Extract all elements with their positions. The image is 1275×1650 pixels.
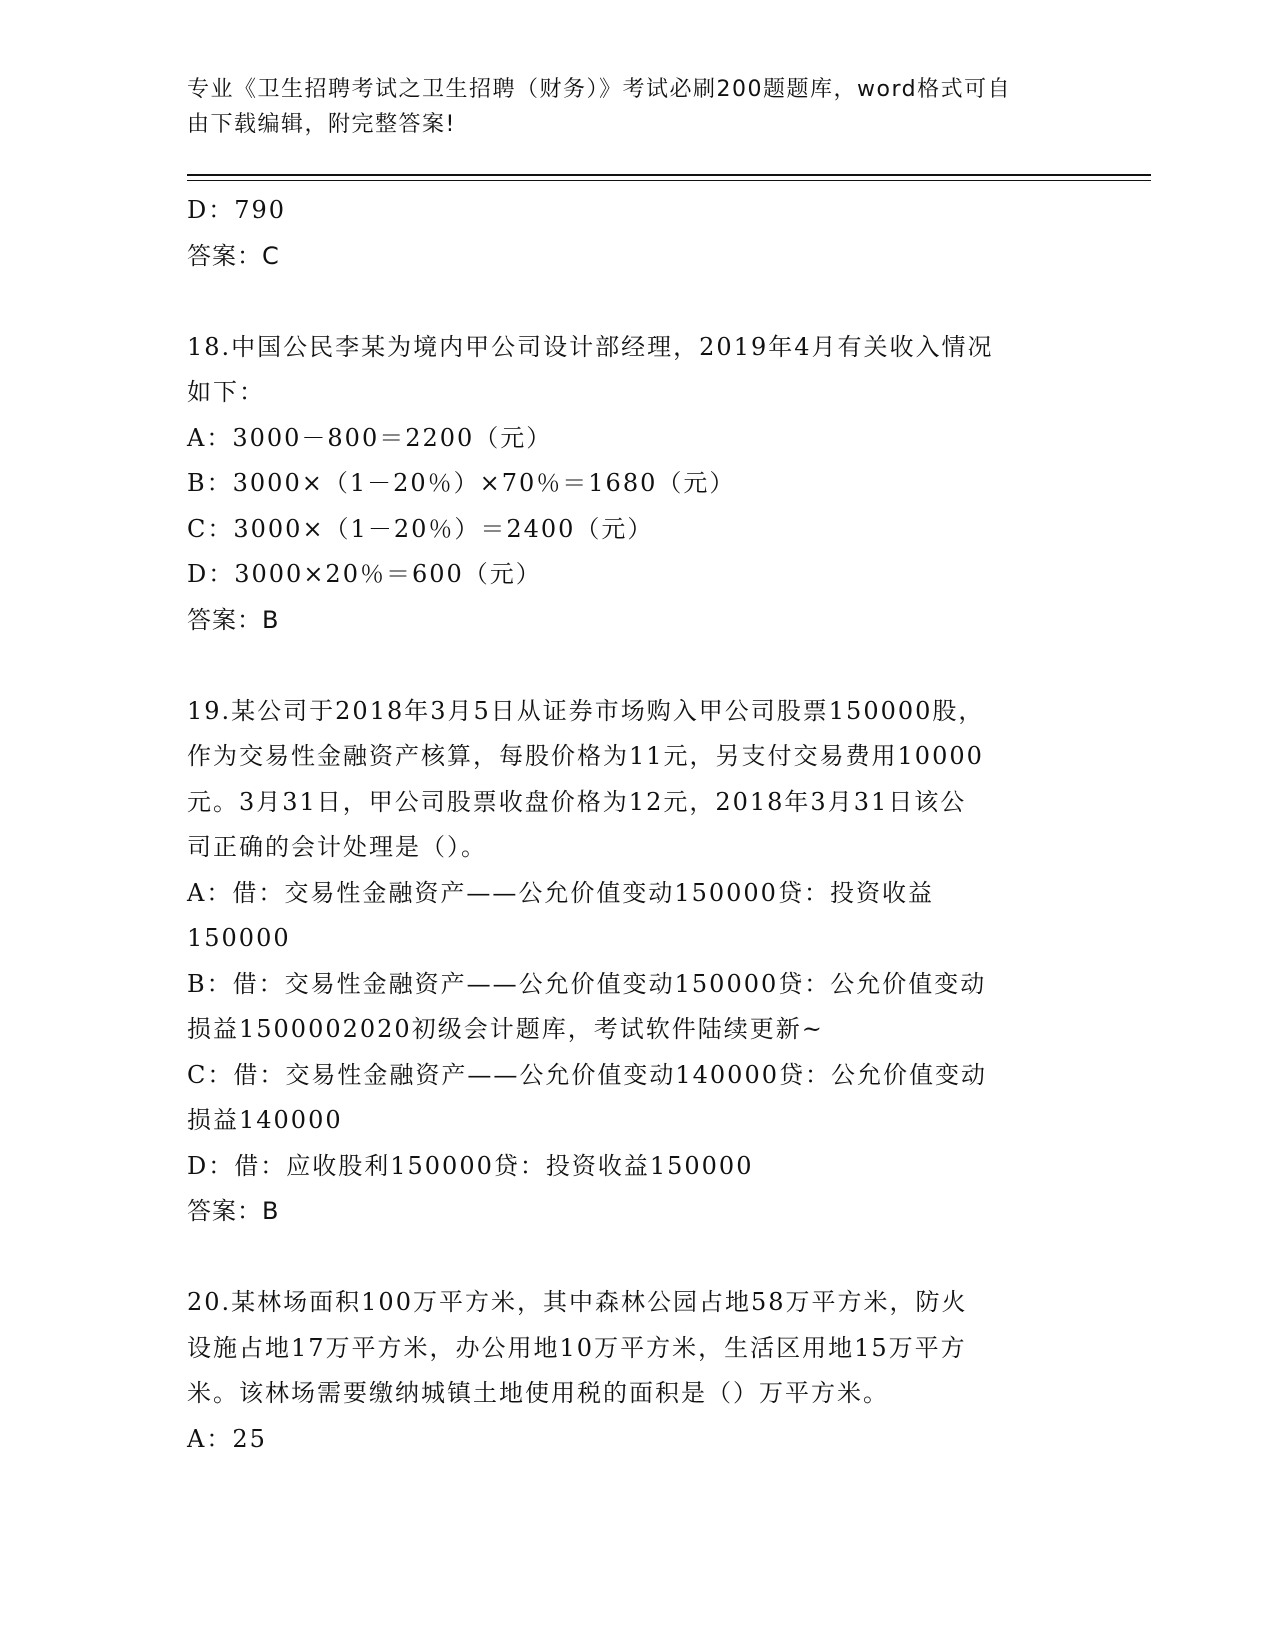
question-19 xyxy=(187,689,1087,1235)
option-a-continued: 150000 xyxy=(187,924,291,952)
question-text: 如下： xyxy=(187,378,265,406)
option-a: A：25 xyxy=(187,1424,267,1453)
header-divider-thin xyxy=(187,180,1151,181)
option-b: B：3000×（1－20％）×70％＝1680（元） xyxy=(187,469,736,497)
question-text: 司正确的会计处理是（）。 xyxy=(187,833,487,861)
question-text: 18.中国公民李某为境内甲公司设计部经理，2019年4月有关收入情况 xyxy=(187,332,994,361)
question-text: 元。3月31日，甲公司股票收盘价格为12元，2018年3月31日该公 xyxy=(187,787,967,816)
option-d: D：790 xyxy=(187,196,287,224)
question-20 xyxy=(187,1280,1087,1462)
option-c: C：借：交易性金融资产——公允价值变动140000贷：公允价值变动 xyxy=(187,1060,987,1089)
option-d: D：3000×20％＝600（元） xyxy=(187,560,542,588)
spacer xyxy=(187,643,1087,689)
option-d: D：借：应收股利150000贷：投资收益150000 xyxy=(187,1151,754,1180)
spacer xyxy=(187,279,1087,325)
option-a: A：借：交易性金融资产——公允价值变动150000贷：投资收益 xyxy=(187,878,934,907)
option-b: B：借：交易性金融资产——公允价值变动150000贷：公允价值变动 xyxy=(187,969,987,998)
question-text: 19.某公司于2018年3月5日从证券市场购入甲公司股票150000股， xyxy=(187,696,985,725)
option-a: A：3000－800＝2200（元） xyxy=(187,423,553,452)
question-18 xyxy=(187,325,1087,644)
option-c-continued: 损益140000 xyxy=(187,1106,343,1134)
option-c: C：3000×（1－20％）＝2400（元） xyxy=(187,514,654,543)
question-text: 米。该林场需要缴纳城镇土地使用税的面积是（）万平方米。 xyxy=(187,1379,889,1407)
document-body xyxy=(187,188,1087,1462)
answer-line: 答案：C xyxy=(187,241,280,270)
header-line: 由下载编辑，附完整答案! xyxy=(187,112,456,137)
header-divider-thick xyxy=(187,174,1151,176)
header-line: 专业《卫生招聘考试之卫生招聘（财务）》考试必刷200题题库，word格式可自 xyxy=(187,77,1012,102)
page-header xyxy=(187,72,1067,142)
question-text: 20.某林场面积100万平方米，其中森林公园占地58万平方米，防火 xyxy=(187,1288,968,1316)
question-text: 设施占地17万平方米，办公用地10万平方米，生活区用地15万平方 xyxy=(187,1333,967,1362)
previous-question-tail xyxy=(187,188,1087,279)
answer-line: 答案：B xyxy=(187,605,280,634)
option-b-continued: 损益1500002020初级会计题库，考试软件陆续更新~ xyxy=(187,1015,824,1043)
spacer xyxy=(187,1235,1087,1281)
question-text: 作为交易性金融资产核算，每股价格为11元，另支付交易费用10000 xyxy=(187,742,984,770)
answer-line: 答案：B xyxy=(187,1197,280,1225)
